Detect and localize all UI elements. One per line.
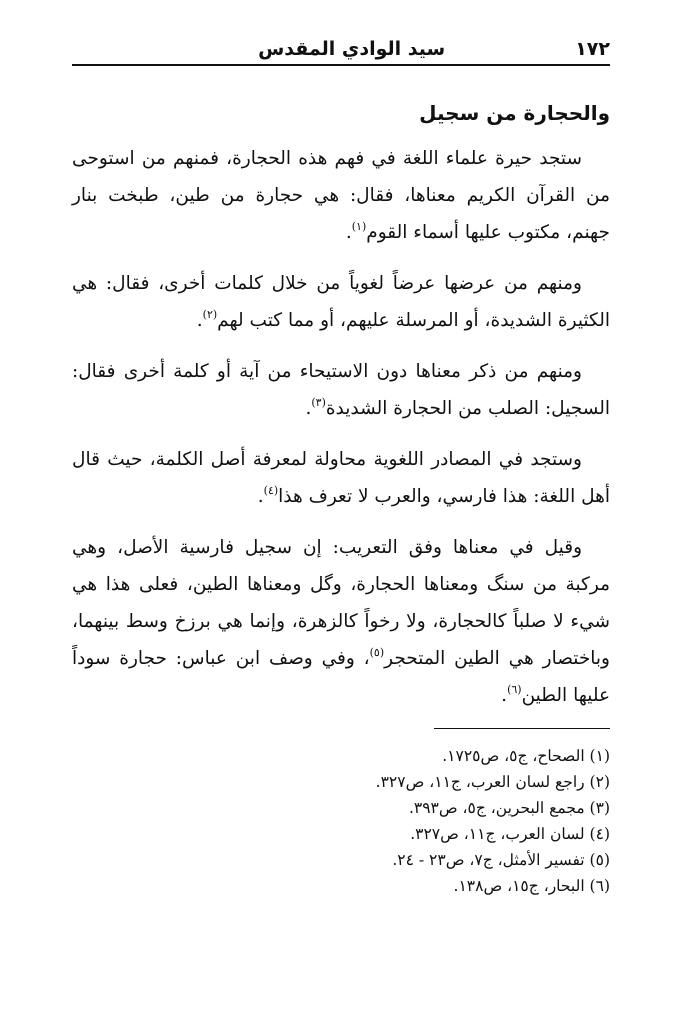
paragraph-end: . bbox=[345, 222, 352, 243]
paragraph-2 bbox=[72, 265, 610, 339]
footnotes-list bbox=[72, 743, 610, 899]
book-title: سيد الوادي المقدس bbox=[258, 38, 446, 60]
footnote-divider bbox=[434, 728, 610, 729]
paragraph-text: وستجد في المصادر اللغوية محاولة لمعرفة أصل الكلمة، حيث قال أهل اللغة: هذا فارسي، والعرب لا تعرف هذا bbox=[72, 449, 610, 507]
paragraph-4 bbox=[72, 441, 610, 515]
paragraph-text: ستجد حيرة علماء اللغة في فهم هذه الحجارة، فمنهم من استوحى من القرآن الكريم معناها، فقال: هي حجارة من طين، طبخت بنار جهنم، مكتوب عليها أسماء القوم bbox=[72, 148, 610, 243]
footnote-reference: (٣) bbox=[311, 396, 326, 409]
footnote-item: (٦) البحار، ج١٥، ص١٣٨. bbox=[453, 877, 610, 895]
paragraph-text: ومنهم من ذكر معناها دون الاستيحاء من آية أو كلمة أخرى فقال: السجيل: الصلب من الحجارة الشديدة bbox=[72, 361, 610, 419]
running-header bbox=[72, 28, 610, 66]
page-number: ١٧٢ bbox=[575, 38, 610, 60]
footnote-item: (٣) مجمع البحرين، ج٥، ص٣٩٣. bbox=[408, 799, 610, 817]
paragraph-end: . bbox=[257, 486, 264, 507]
footnote-reference: (٤) bbox=[263, 484, 279, 497]
footnote-item: (٥) تفسير الأمثل، ج٧، ص٢٣ - ٢٤. bbox=[392, 851, 610, 869]
footnote-reference: (٥) bbox=[369, 646, 385, 659]
footnote-reference: (٢) bbox=[202, 308, 218, 321]
paragraph-1 bbox=[72, 140, 610, 251]
footnote-item: (٢) راجع لسان العرب، ج١١، ص٣٢٧. bbox=[375, 773, 610, 791]
paragraph-end: . bbox=[501, 685, 508, 706]
paragraph-continuation: ، وفي وصف ابن عباس: حجارة سوداً عليها الطين bbox=[72, 648, 610, 706]
footnote-reference: (٦) bbox=[507, 683, 522, 696]
section-heading: والحجارة من سجيل bbox=[419, 101, 610, 125]
paragraph-3 bbox=[72, 353, 610, 427]
paragraph-end: . bbox=[196, 310, 203, 331]
paragraph-text: ومنهم من عرضها عرضاً لغوياً من خلال كلمات أخرى، فقال: هي الكثيرة الشديدة، أو المرسلة عليهم، أو مما كتب لهم bbox=[72, 273, 610, 331]
footnote-item: (٤) لسان العرب، ج١١، ص٣٢٧. bbox=[410, 825, 610, 843]
paragraph-text: وقيل في معناها وفق التعريب: إن سجيل فارسية الأصل، وهي مركبة من سنگ ومعناها الحجارة، وگل ومعناها الطين، فعلى هذا هي شيء لا صلباً كالحجارة، ولا رخواً كالزهرة، وإنما هي برزخ وسط بينهما، وباختصار هي الطين المتحجر bbox=[72, 537, 610, 669]
paragraph-5 bbox=[72, 529, 610, 714]
footnote-reference: (١) bbox=[351, 220, 367, 233]
paragraph-end: . bbox=[305, 398, 312, 419]
footnote-item: (١) الصحاح، ج٥، ص١٧٢٥. bbox=[442, 747, 610, 765]
book-page bbox=[72, 28, 610, 1013]
